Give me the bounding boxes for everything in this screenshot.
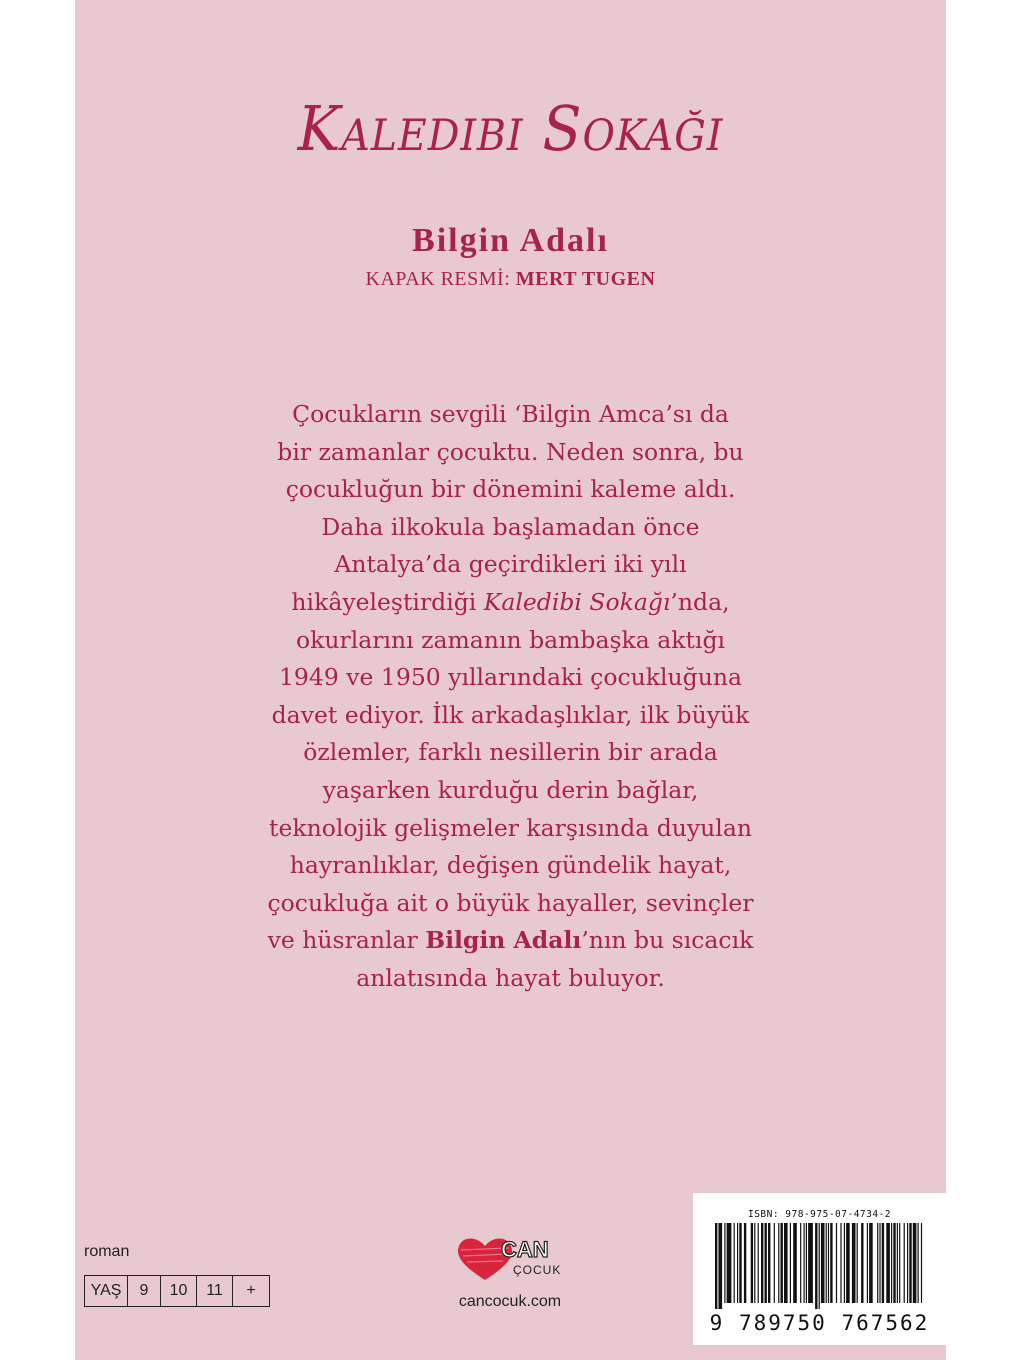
barcode-bar (852, 1223, 856, 1303)
barcode-bar (899, 1223, 900, 1303)
barcode-bar (724, 1223, 725, 1303)
barcode-bar (739, 1223, 741, 1303)
blurb-text: hikâyeleştirdiği (291, 587, 484, 616)
barcode-bar (830, 1223, 832, 1303)
barcode-bar (754, 1223, 755, 1303)
barcode-bar (867, 1223, 868, 1303)
blurb-text: ve hüsranlar (267, 926, 426, 955)
barcode-bar (819, 1223, 820, 1309)
barcode-bars (711, 1223, 928, 1309)
barcode-bar (886, 1223, 890, 1303)
blurb-line: hayranlıklar, değişen gündelik hayat, (289, 851, 732, 880)
blurb-line: Antalya’da geçirdikleri iki yılı (334, 550, 687, 579)
barcode-bar (891, 1223, 892, 1303)
barcode-bar (715, 1223, 717, 1309)
barcode-bar (765, 1223, 767, 1303)
blurb-line: 1949 ve 1950 yıllarındaki çocukluğuna (278, 663, 743, 692)
illustrator-name: MERT TUGEN (515, 268, 656, 290)
barcode-bar (761, 1223, 763, 1303)
barcode-bar (909, 1223, 911, 1303)
barcode-bar (869, 1223, 873, 1303)
blurb-line (225, 584, 796, 622)
book-back-cover (75, 0, 946, 1360)
blurb-text: ’nın bu sıcacık (581, 926, 754, 955)
logo-text-cocuk: ÇOCUK (513, 1263, 562, 1277)
barcode-bar (918, 1223, 919, 1303)
barcode-bar (734, 1223, 735, 1303)
age-cell: 9 (127, 1276, 160, 1306)
blurb-line: çocukluğa ait o büyük hayaller, sevinçler (267, 888, 754, 917)
barcode-bar (840, 1223, 841, 1303)
barcode-bar (774, 1223, 775, 1303)
barcode-bar (778, 1223, 779, 1303)
barcode-bar (784, 1223, 788, 1303)
age-cell: + (232, 1276, 269, 1306)
barcode-bar (804, 1223, 805, 1303)
barcode-bar (808, 1223, 813, 1303)
barcode-bar (737, 1223, 738, 1303)
barcode-bar (857, 1223, 858, 1303)
illustrator-label: KAPAK RESMİ: (365, 268, 511, 290)
barcode-bar (815, 1223, 817, 1309)
blurb-line: çocukluğun bir dönemini kaleme aldı. (285, 475, 736, 504)
blurb-line: özlemler, farklı nesillerin bir arada (303, 738, 718, 767)
blurb-line (225, 922, 796, 960)
publisher-url: cancocuk.com (458, 1293, 562, 1310)
barcode-bar (828, 1223, 829, 1303)
barcode-bar (744, 1223, 746, 1303)
barcode-bar (751, 1223, 753, 1303)
can-cocuk-logo (455, 1232, 585, 1282)
barcode-bar (882, 1223, 884, 1303)
barcode-bar (790, 1223, 791, 1303)
barcode-bar (897, 1223, 898, 1303)
age-cell: 10 (160, 1276, 196, 1306)
book-author: Bilgin Adalı (412, 222, 609, 259)
barcode-bar (727, 1223, 732, 1303)
logo-text-can: CAN (501, 1237, 549, 1262)
barcode-bar (904, 1223, 905, 1303)
blurb-author-bold: Bilgin Adalı (425, 926, 582, 955)
barcode-panel (693, 1193, 946, 1345)
blurb-line: anlatısında hayat buluyor. (356, 963, 665, 992)
blurb-line: teknolojik gelişmeler karşısında duyulan (269, 813, 752, 842)
barcode-bar (781, 1223, 783, 1303)
isbn-text: ISBN: 978-975-07-4734-2 (747, 1209, 892, 1220)
barcode-bar (879, 1223, 880, 1303)
blurb-line: davet ediyor. İlk arkadaşlıklar, ilk büyük (271, 700, 750, 729)
barcode-bar (861, 1223, 863, 1303)
book-title: Kaledibi Sokağı (297, 92, 724, 165)
barcode-bar (719, 1223, 723, 1309)
blurb-line: Daha ilkokula başlamadan önce (321, 512, 700, 541)
barcode-number: 9 789750 767562 (709, 1311, 930, 1335)
blurb-line: yaşarken kurduğu derin bağlar, (322, 775, 699, 804)
genre-label: roman (84, 1243, 130, 1260)
barcode-bar (846, 1223, 850, 1303)
age-cell: 11 (196, 1276, 232, 1306)
blurb-line: Çocukların sevgili ‘Bilgin Amca’sı da (292, 400, 729, 428)
barcode-bar (921, 1223, 922, 1303)
age-label: YAŞ (90, 1282, 122, 1299)
barcode-bar (913, 1223, 917, 1303)
blurb-text: ’nda, (670, 587, 730, 616)
barcode-bar (836, 1223, 837, 1303)
blurb-line: bir zamanlar çocuktu. Neden sonra, bu (277, 437, 744, 466)
barcode-bar (758, 1223, 759, 1303)
blurb-line: okurlarını zamanın bambaşka aktığı (295, 625, 726, 654)
barcode-bar (800, 1223, 801, 1303)
barcode-bar (826, 1223, 827, 1303)
barcode-bar (793, 1223, 797, 1303)
barcode-bar (768, 1223, 770, 1303)
cover-illustrator-credit (75, 268, 946, 291)
barcode-bar (844, 1223, 845, 1303)
book-blurb (225, 396, 796, 998)
barcode-bar (821, 1223, 825, 1303)
age-range-box (84, 1275, 270, 1307)
barcode-bar (893, 1223, 895, 1303)
barcode-bar (907, 1223, 908, 1303)
barcode-bar (877, 1223, 878, 1303)
barcode-bar (806, 1223, 807, 1303)
blurb-book-title-italic: Kaledibi Sokağı (483, 587, 671, 616)
